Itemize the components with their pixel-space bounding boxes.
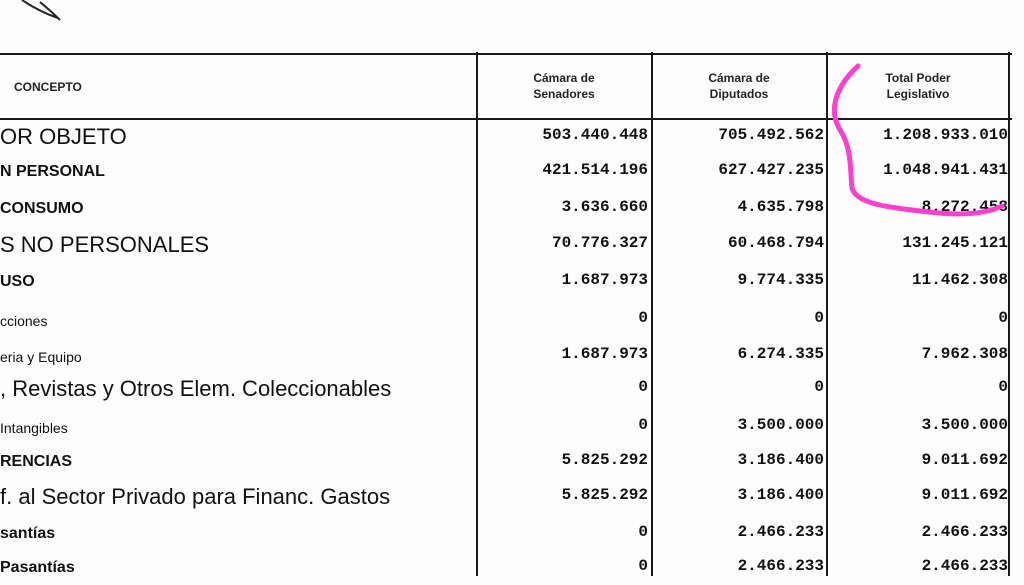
value-senadores: 1.687.973 (561, 271, 648, 289)
value-total: 8.272.458 (921, 198, 1008, 216)
table-row (0, 303, 1012, 337)
row-concept: USO (0, 273, 35, 290)
value-senadores: 0 (638, 523, 648, 541)
table-row (0, 265, 1012, 299)
value-total: 131.245.121 (902, 234, 1008, 252)
value-senadores: 5.825.292 (561, 486, 648, 504)
header-camara-senadores: Cámara de Senadores (533, 71, 595, 101)
row-concept: Intangibles (0, 420, 68, 436)
pen-scribble-mark (0, 0, 90, 30)
row-concept: OR OBJETO (0, 124, 127, 149)
header-total-poder-legislativo: Total Poder Legislativo (885, 71, 951, 101)
row-concept: f. al Sector Privado para Financ. Gastos (0, 484, 391, 509)
value-senadores: 503.440.448 (542, 126, 648, 144)
table-row (0, 339, 1012, 373)
value-total: 9.011.692 (921, 486, 1008, 504)
table-row (0, 228, 1012, 262)
table-row (0, 517, 1012, 551)
value-senadores: 70.776.327 (551, 234, 648, 252)
row-concept: CONSUMO (0, 200, 84, 217)
row-concept: eria y Equipo (0, 349, 82, 365)
value-total: 0 (998, 309, 1008, 327)
table-top-border (0, 53, 1012, 55)
value-senadores: 0 (638, 416, 648, 434)
value-diputados: 705.492.562 (718, 126, 824, 144)
value-diputados: 4.635.798 (737, 198, 824, 216)
row-concept: RENCIAS (0, 453, 73, 470)
row-concept: S NO PERSONALES (0, 232, 210, 257)
table-row (0, 192, 1012, 226)
header-camara-diputados: Cámara de Diputados (708, 71, 770, 101)
value-diputados: 2.466.233 (737, 523, 824, 541)
value-senadores: 0 (638, 378, 648, 396)
value-diputados: 6.274.335 (737, 345, 824, 363)
value-senadores: 1.687.973 (561, 345, 648, 363)
table-row (0, 445, 1012, 479)
value-diputados: 3.500.000 (737, 416, 824, 434)
value-senadores: 0 (638, 309, 648, 327)
value-total: 7.962.308 (921, 345, 1008, 363)
row-concept: Pasantías (0, 559, 75, 576)
value-diputados: 0 (814, 309, 824, 327)
row-concept: santías (0, 525, 56, 542)
value-senadores: 421.514.196 (542, 161, 648, 179)
value-total: 0 (998, 378, 1008, 396)
value-total: 9.011.692 (921, 451, 1008, 469)
value-diputados: 627.427.235 (718, 161, 824, 179)
value-total: 2.466.233 (921, 523, 1008, 541)
table-row (0, 372, 1012, 406)
value-senadores: 0 (638, 557, 648, 575)
value-senadores: 5.825.292 (561, 451, 648, 469)
table-row (0, 155, 1012, 189)
value-total: 1.208.933.010 (883, 126, 1008, 144)
value-diputados: 9.774.335 (737, 271, 824, 289)
value-senadores: 3.636.660 (561, 198, 648, 216)
value-total: 1.048.941.431 (883, 161, 1008, 179)
table-row (0, 551, 1012, 585)
value-diputados: 2.466.233 (737, 557, 824, 575)
table-row (0, 120, 1012, 154)
table-row (0, 410, 1012, 444)
table-row (0, 480, 1012, 514)
value-diputados: 0 (814, 378, 824, 396)
row-concept: , Revistas y Otros Elem. Coleccionables (0, 376, 392, 401)
value-total: 11.462.308 (911, 271, 1008, 289)
value-diputados: 3.186.400 (737, 451, 824, 469)
row-concept: cciones (0, 313, 48, 329)
value-diputados: 60.468.794 (727, 234, 824, 252)
header-concepto: CONCEPTO (14, 80, 82, 94)
value-total: 3.500.000 (921, 416, 1008, 434)
row-concept: N PERSONAL (0, 163, 105, 180)
value-diputados: 3.186.400 (737, 486, 824, 504)
value-total: 2.466.233 (921, 557, 1008, 575)
